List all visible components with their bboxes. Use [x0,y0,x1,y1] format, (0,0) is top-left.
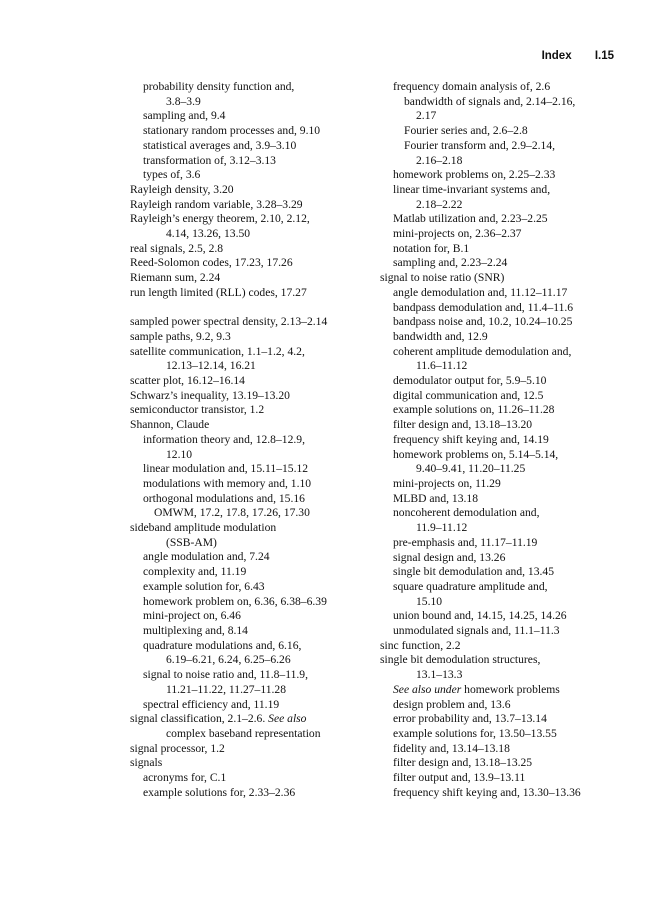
index-continuation: 2.18–2.22 [416,197,463,211]
index-subentry: demodulator output for, 5.9–5.10 [393,374,547,388]
index-subentry: sampling and, 9.4 [143,109,226,123]
index-continuation: 2.17 [416,109,437,123]
index-entry: Riemann sum, 2.24 [130,271,221,285]
index-column-left [130,80,380,800]
index-continuation: 12.10 [166,447,193,461]
index-subentry: acronyms for, C.1 [143,771,227,785]
cross-reference: See also under [393,682,462,696]
index-continuation: 2.16–2.18 [416,153,463,167]
index-subentry: homework problems on, 2.25–2.33 [393,168,556,182]
index-subentry: mini-projects on, 11.29 [393,476,501,490]
index-entry: Shannon, Claude [130,418,210,432]
index-subentry: homework problem on, 6.36, 6.38–6.39 [143,594,327,608]
index-entry: signal to noise ratio (SNR) [380,271,505,285]
index-continuation: 11.6–11.12 [416,359,468,373]
index-subentry: example solutions for, 13.50–13.55 [393,726,557,740]
index-subentry: frequency shift keying and, 13.30–13.36 [393,785,581,799]
index-subentry: example solution for, 6.43 [143,579,265,593]
index-continuation: 9.40–9.41, 11.20–11.25 [416,462,526,476]
index-subentry: OMWM, 17.2, 17.8, 17.26, 17.30 [154,506,310,520]
index-subentry: sampling and, 2.23–2.24 [393,256,508,270]
index-entry: Rayleigh’s energy theorem, 2.10, 2.12, [130,212,310,226]
index-subentry: Matlab utilization and, 2.23–2.25 [393,212,548,226]
running-header [542,50,614,62]
index-continuation: 13.1–13.3 [416,668,463,682]
page-number: I.15 [594,50,614,62]
index-entry: run length limited (RLL) codes, 17.27 [130,285,307,299]
index-subentry: transformation of, 3.12–3.13 [143,153,276,167]
index-subentry: multiplexing and, 8.14 [143,624,248,637]
index-continuation: complex baseband representation [166,726,321,740]
index-subentry: angle demodulation and, 11.12–11.17 [393,285,568,299]
index-subentry: noncoherent demodulation and, [393,506,540,520]
index-entry: Rayleigh random variable, 3.28–3.29 [130,197,303,211]
index-subentry: error probability and, 13.7–13.14 [393,712,547,726]
index-continuation: 11.9–11.12 [416,521,468,535]
index-subentry: union bound and, 14.15, 14.25, 14.26 [393,609,567,623]
index-subentry: filter design and, 13.18–13.20 [393,418,533,432]
index-subentry: homework problems on, 5.14–5.14, [393,447,559,461]
index-subentry: spectral efficiency and, 11.19 [143,697,280,711]
index-subentry: See also under homework problems [393,682,560,696]
index-subentry: mini-projects on, 2.36–2.37 [393,227,522,241]
index-entry: Rayleigh density, 3.20 [130,182,234,196]
index-subentry: stationary random processes and, 9.10 [143,124,321,138]
index-subentry: bandwidth and, 12.9 [393,329,488,343]
index-subentry: Fourier transform and, 2.9–2.14, [404,138,556,152]
index-subentry: single bit demodulation and, 13.45 [393,565,555,579]
index-subentry: unmodulated signals and, 11.1–11.3 [393,624,560,638]
index-subentry: bandpass demodulation and, 11.4–11.6 [393,300,574,314]
index-subentry: MLBD and, 13.18 [393,491,479,505]
index-subentry: mini-project on, 6.46 [143,609,241,623]
index-subentry: signal to noise ratio and, 11.8–11.9, [143,668,308,682]
index-subentry: square quadrature amplitude and, [393,579,548,593]
index-subentry: statistical averages and, 3.9–3.10 [143,138,297,152]
index-entry: Schwarz’s inequality, 13.19–13.20 [130,388,290,402]
index-subentry: notation for, B.1 [393,241,470,255]
index-subentry: quadrature modulations and, 6.16, [143,638,302,652]
index-subentry: filter design and, 13.18–13.25 [393,756,533,770]
index-subentry: frequency domain analysis of, 2.6 [393,80,551,93]
section-gap [130,301,380,316]
index-entry: sinc function, 2.2 [380,638,461,652]
index-subentry: orthogonal modulations and, 15.16 [143,491,305,505]
index-subentry: Fourier series and, 2.6–2.8 [404,124,528,138]
index-subentry: linear time-invariant systems and, [393,182,551,196]
index-entry: signal processor, 1.2 [130,741,225,755]
index-entry: signals [130,756,163,770]
index-subentry: probability density function and, [143,80,295,93]
index-subentry: bandpass noise and, 10.2, 10.24–10.25 [393,315,573,329]
index-entry: signal classification, 2.1–2.6. See also [130,712,307,726]
index-subentry: design problem and, 13.6 [393,697,511,711]
index-subentry: example solutions on, 11.26–11.28 [393,403,555,417]
index-subentry: angle modulation and, 7.24 [143,550,270,564]
index-continuation: 15.10 [416,594,443,608]
index-subentry: coherent amplitude demodulation and, [393,344,572,358]
index-entry: sampled power spectral density, 2.13–2.14 [130,315,328,329]
index-subentry: example solutions for, 2.33–2.36 [143,785,296,799]
index-subentry: filter output and, 13.9–13.11 [393,771,526,785]
index-subentry: complexity and, 11.19 [143,565,247,579]
index-subentry: linear modulation and, 15.11–15.12 [143,462,309,476]
index-entry: semiconductor transistor, 1.2 [130,403,265,417]
index-entry: single bit demodulation structures, [380,653,541,667]
section-title: Index [541,50,572,62]
index-continuation: 6.19–6.21, 6.24, 6.25–6.26 [166,653,291,667]
index-subentry: signal design and, 13.26 [393,550,506,564]
index-subentry: fidelity and, 13.14–13.18 [393,741,510,755]
index-column-right [380,80,630,800]
index-continuation: 11.21–11.22, 11.27–11.28 [166,682,287,696]
index-subentry: pre-emphasis and, 11.17–11.19 [393,535,538,549]
index-subentry: types of, 3.6 [143,168,201,182]
index-continuation: 12.13–12.14, 16.21 [166,359,256,373]
index-subentry: frequency shift keying and, 14.19 [393,432,549,446]
index-entry: sideband amplitude modulation [130,521,277,535]
index-subentry: bandwidth of signals and, 2.14–2.16, [404,94,576,108]
index-entry: Reed-Solomon codes, 17.23, 17.26 [130,256,293,270]
index-entry: sample paths, 9.2, 9.3 [130,329,231,343]
index-subentry: digital communication and, 12.5 [393,388,544,402]
index-continuation: 3.8–3.9 [166,94,201,108]
index-subentry: modulations with memory and, 1.10 [143,476,312,490]
index-entry: scatter plot, 16.12–16.14 [130,374,245,388]
index-entry: satellite communication, 1.1–1.2, 4.2, [130,344,305,358]
index-continuation: 4.14, 13.26, 13.50 [166,227,251,241]
cross-reference: See also [268,712,307,726]
index-continuation: (SSB-AM) [166,535,217,549]
index-entry: real signals, 2.5, 2.8 [130,241,224,255]
index-subentry: information theory and, 12.8–12.9, [143,432,305,446]
